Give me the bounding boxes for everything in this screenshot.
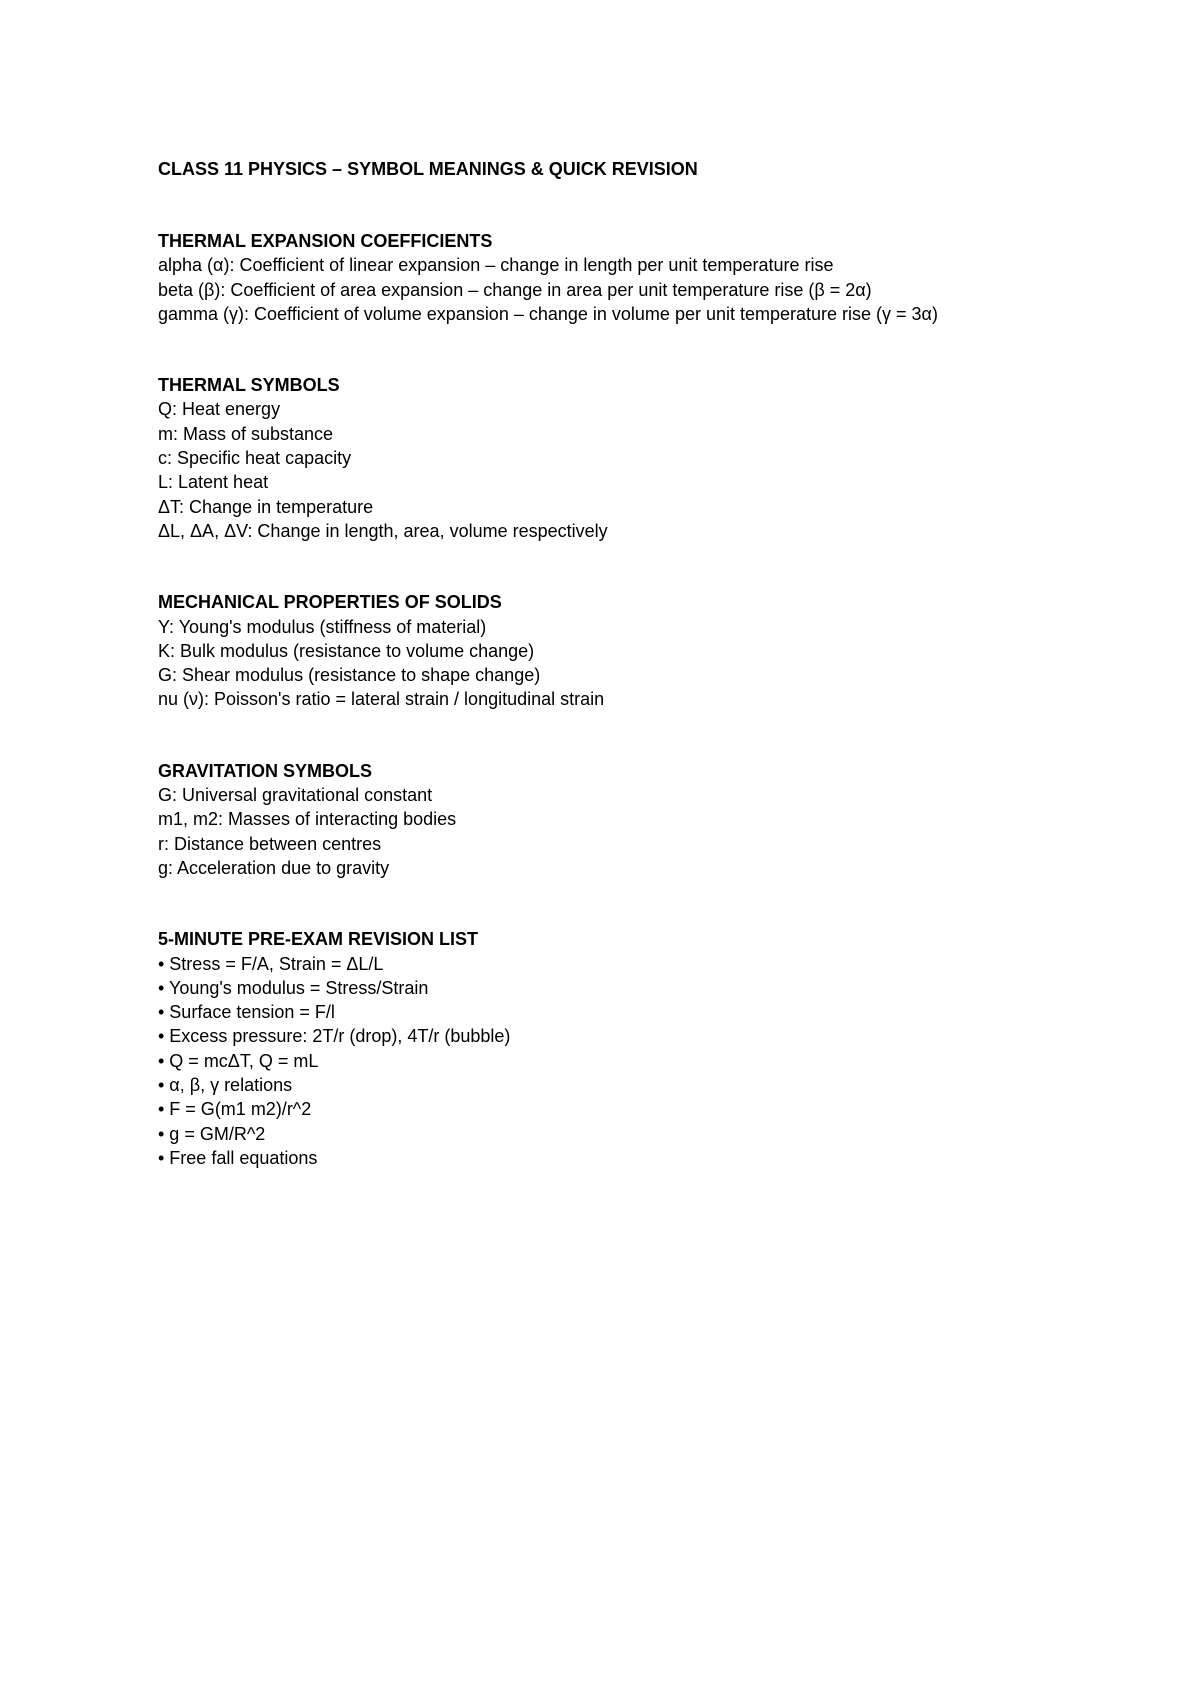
text-line: ΔL, ΔA, ΔV: Change in length, area, volume respectively: [158, 520, 608, 541]
section-heading: 5-MINUTE PRE-EXAM REVISION LIST: [158, 929, 479, 950]
document-title: CLASS 11 PHYSICS – SYMBOL MEANINGS & QUICK REVISION: [158, 159, 698, 179]
text-line: nu (ν): Poisson's ratio = lateral strain / longitudinal strain: [158, 689, 605, 710]
list-item: • Free fall equations: [158, 1147, 318, 1168]
text-line: K: Bulk modulus (resistance to volume change): [158, 640, 535, 661]
text-line: G: Universal gravitational constant: [158, 785, 433, 806]
section-revision-list: [158, 927, 1118, 1170]
section-thermal-symbols: [158, 373, 1118, 543]
text-line: Q: Heat energy: [158, 399, 281, 420]
list-item: • Q = mcΔT, Q = mL: [158, 1050, 319, 1071]
text-line: beta (β): Coefficient of area expansion – change in area per unit temperature rise (β = 2α): [158, 279, 872, 300]
section-heading: MECHANICAL PROPERTIES OF SOLIDS: [158, 592, 502, 613]
list-item: • Excess pressure: 2T/r (drop), 4T/r (bubble): [158, 1026, 511, 1047]
text-line: g: Acceleration due to gravity: [158, 857, 390, 878]
section-heading: THERMAL EXPANSION COEFFICIENTS: [158, 231, 493, 251]
section-mechanical-properties: [158, 590, 1118, 711]
text-line: ΔT: Change in temperature: [158, 496, 374, 517]
text-line: gamma (γ): Coefficient of volume expansion – change in volume per unit temperature rise (γ = 3α): [158, 303, 938, 324]
list-item: • Surface tension = F/l: [158, 1002, 335, 1023]
list-item: • α, β, γ relations: [158, 1075, 293, 1096]
text-line: r: Distance between centres: [158, 833, 382, 854]
text-line: G: Shear modulus (resistance to shape change): [158, 665, 541, 686]
text-line: alpha (α): Coefficient of linear expansion – change in length per unit temperature rise: [158, 255, 834, 276]
section-gravitation: [158, 759, 1118, 880]
section-heading: THERMAL SYMBOLS: [158, 375, 340, 396]
text-line: m1, m2: Masses of interacting bodies: [158, 809, 457, 830]
list-item: • Stress = F/A, Strain = ΔL/L: [158, 953, 384, 974]
list-item: • g = GM/R^2: [158, 1123, 266, 1144]
text-line: m: Mass of substance: [158, 423, 334, 444]
text-line: L: Latent heat: [158, 472, 269, 493]
list-item: • F = G(m1 m2)/r^2: [158, 1099, 312, 1120]
text-line: Y: Young's modulus (stiffness of material): [158, 616, 487, 637]
document-page: [158, 157, 1118, 1217]
list-item: • Young's modulus = Stress/Strain: [158, 977, 429, 998]
section-thermal-expansion: [158, 229, 1118, 326]
text-line: c: Specific heat capacity: [158, 448, 352, 469]
section-heading: GRAVITATION SYMBOLS: [158, 760, 372, 781]
